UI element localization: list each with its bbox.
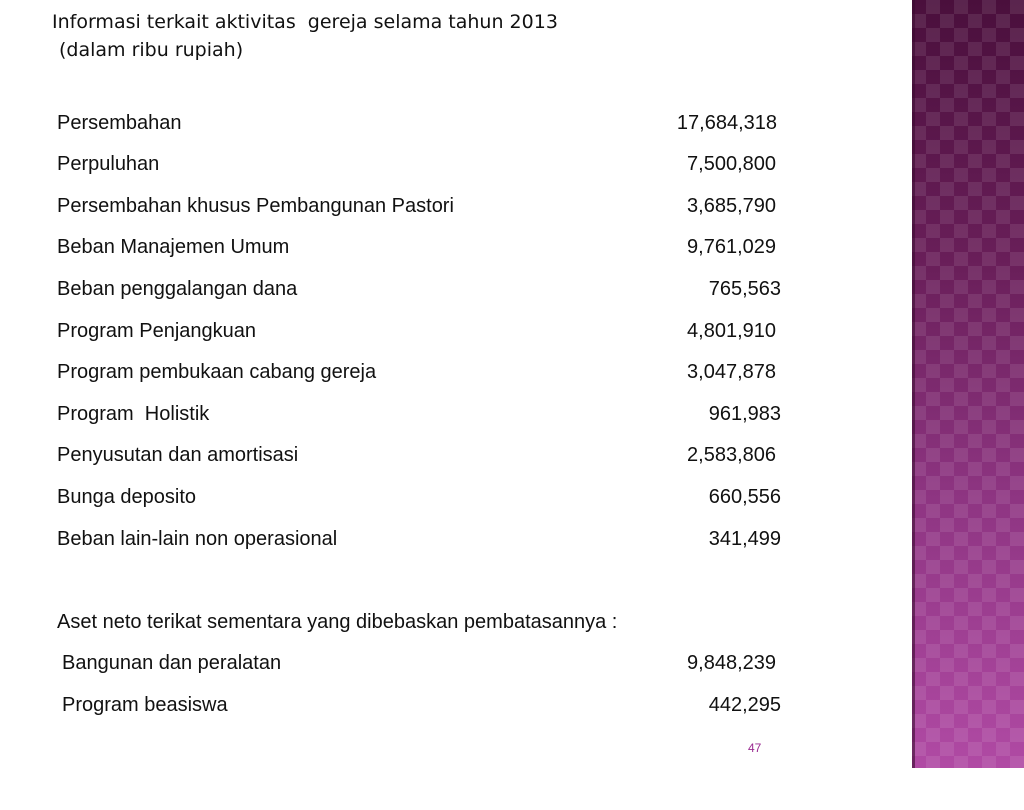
table-row-beban-lain-lain [57,524,797,554]
table-row-beban-penggalangan [57,274,797,304]
row-value: 3,685,790 [687,195,776,217]
row-value: 17,684,318 [676,112,777,134]
row-value: 341,499 [708,528,781,550]
row-label: Program Holistik [57,403,210,425]
table-row-perpuluhan [57,149,797,179]
decorative-panel-edge [912,0,915,768]
row-label: Beban Manajemen Umum [57,236,290,258]
row-value: 9,761,029 [687,236,776,258]
row-label: Persembahan khusus Pembangunan Pastori [57,195,454,217]
row-label: Program Penjangkuan [57,320,257,342]
page-title [52,8,558,64]
title-line-2: (dalam ribu rupiah) [59,39,244,61]
row-value: 442,295 [708,694,781,716]
table-row-program-beasiswa [57,690,797,720]
title-line-1: Informasi terkait aktivitas gereja selama tahun 2013 [52,11,558,33]
section-heading: Aset neto terikat sementara yang dibebaskan pembatasannya : [57,611,618,633]
row-label: Bangunan dan peralatan [62,652,282,674]
row-value: 660,556 [708,486,781,508]
table-row-persembahan-khusus [57,191,797,221]
row-label: Penyusutan dan amortisasi [57,444,299,466]
table-row-program-holistik [57,399,797,429]
row-value: 2,583,806 [687,444,776,466]
row-label: Bunga deposito [57,486,197,508]
table-row-bangunan [57,648,797,678]
table-row-program-penjangkuan [57,316,797,346]
row-value: 4,801,910 [687,320,776,342]
table-row-beban-manajemen [57,232,797,262]
decorative-side-panel [912,0,1024,768]
row-value: 765,563 [708,278,781,300]
row-value: 9,848,239 [687,652,776,674]
row-value: 961,983 [708,403,781,425]
row-label: Beban lain-lain non operasional [57,528,338,550]
page-number: 47 [748,741,762,755]
table-row-program-pembukaan [57,357,797,387]
row-value: 3,047,878 [687,361,776,383]
row-label: Beban penggalangan dana [57,278,298,300]
row-label: Program pembukaan cabang gereja [57,361,377,383]
section-heading-restricted-assets [57,607,797,637]
table-row-penyusutan [57,440,797,470]
row-label: Program beasiswa [62,694,228,716]
row-label: Persembahan [57,112,182,134]
row-label: Perpuluhan [57,153,160,175]
row-value: 7,500,800 [687,153,776,175]
table-row-bunga-deposito [57,482,797,512]
table-row-persembahan [57,108,797,138]
